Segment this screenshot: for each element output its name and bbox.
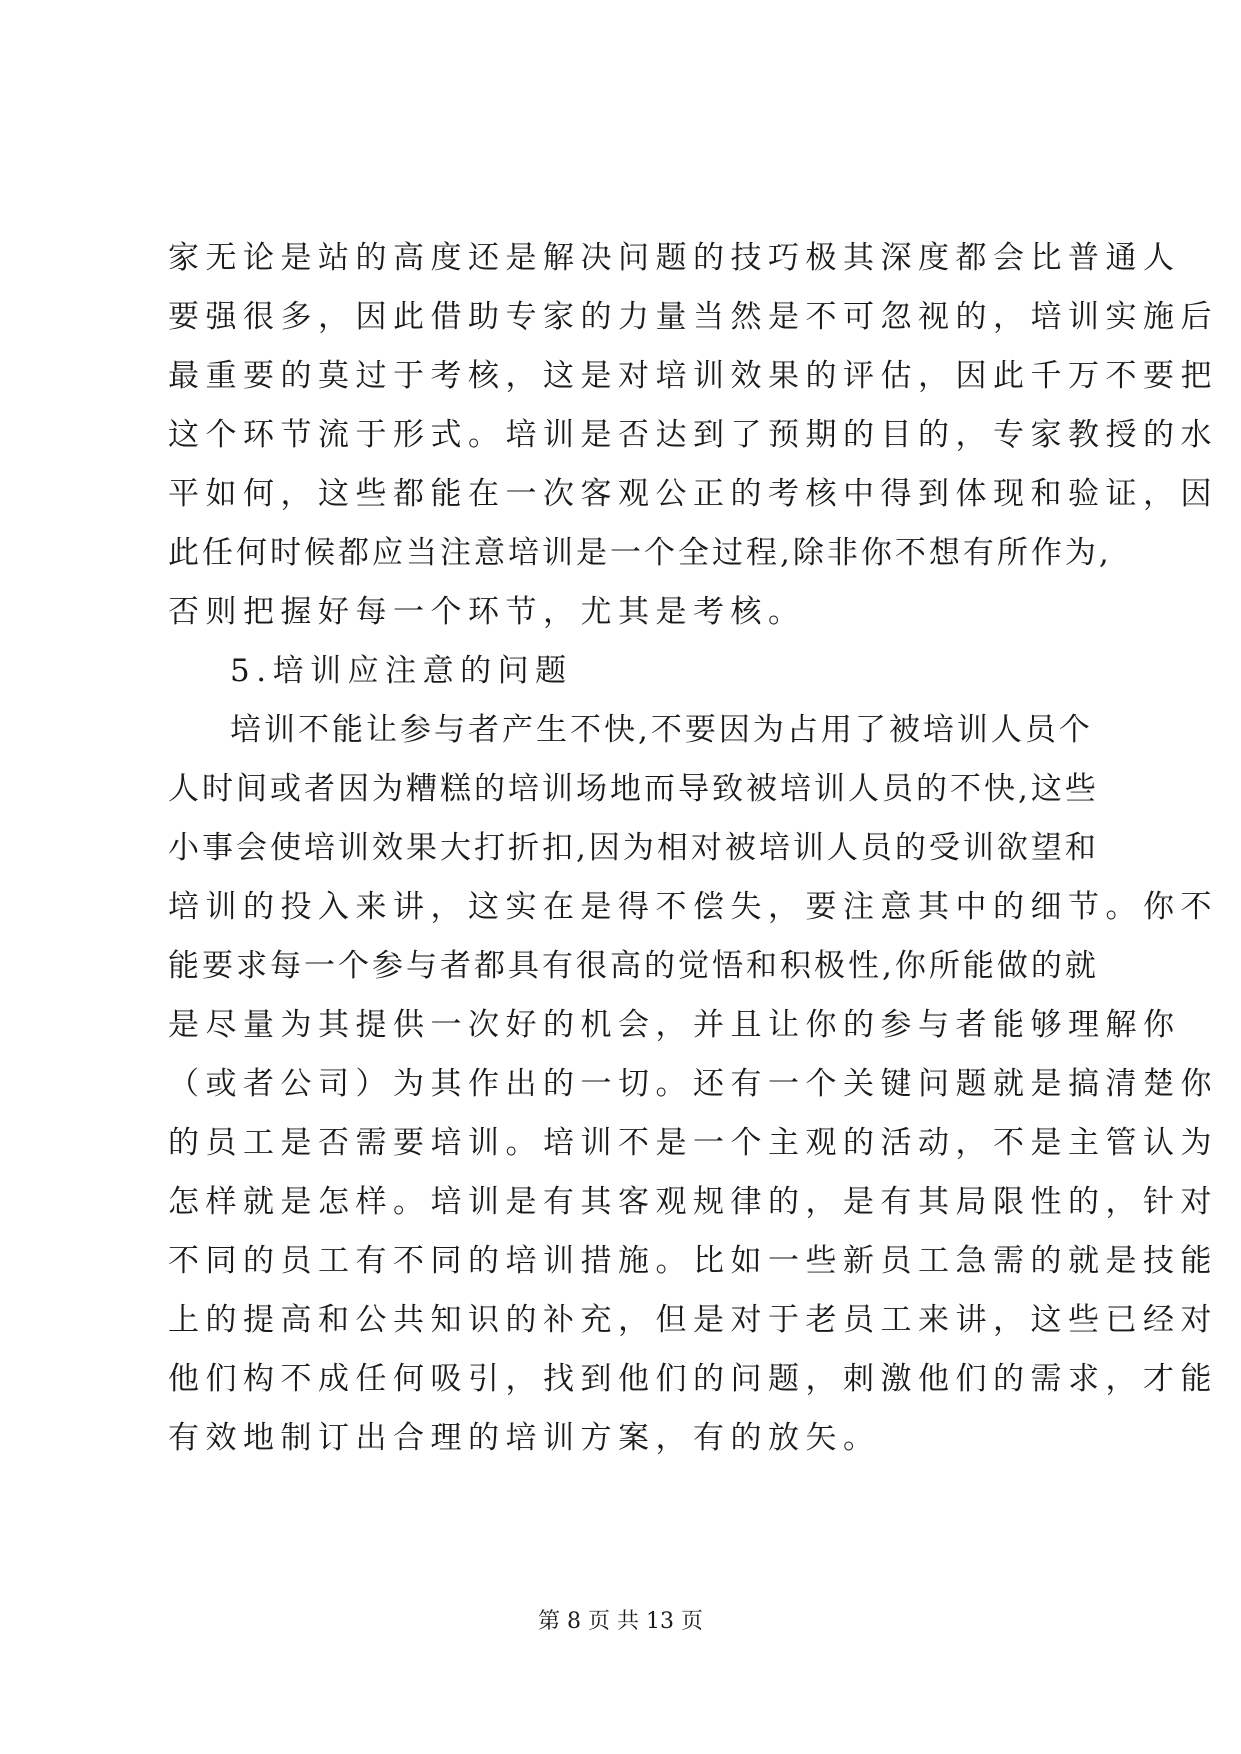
text-line: 要强很多，因此借助专家的力量当然是不可忽视的，培训实施后 [168, 299, 1218, 335]
text-line: 不同的员工有不同的培训措施。比如一些新员工急需的就是技能 [168, 1243, 1218, 1279]
section-heading: 5.培训应注意的问题 [230, 653, 573, 689]
text-line: 有效地制订出合理的培训方案，有的放矢。 [168, 1420, 881, 1456]
text-line: 培训的投入来讲，这实在是得不偿失，要注意其中的细节。你不 [168, 889, 1218, 925]
text-line: 平如何，这些都能在一次客观公正的考核中得到体现和验证，因 [168, 476, 1218, 512]
page-footer: 第 8 页 共 13 页 [538, 1609, 703, 1634]
text-line: 能要求每一个参与者都具有很高的觉悟和积极性,你所能做的就 [168, 948, 1099, 984]
text-line: 否则把握好每一个环节，尤其是考核。 [168, 594, 806, 630]
text-line: 人时间或者因为糟糕的培训场地而导致被培训人员的不快,这些 [168, 771, 1099, 807]
text-line: 他们构不成任何吸引，找到他们的问题，刺激他们的需求，才能 [168, 1361, 1218, 1397]
text-line: 最重要的莫过于考核，这是对培训效果的评估，因此千万不要把 [168, 358, 1218, 394]
text-line: 此任何时候都应当注意培训是一个全过程,除非你不想有所作为, [168, 535, 1112, 571]
text-line: 是尽量为其提供一次好的机会，并且让你的参与者能够理解你 [168, 1007, 1181, 1043]
text-line: 培训不能让参与者产生不快,不要因为占用了被培训人员个 [230, 712, 1093, 748]
text-line: 家无论是站的高度还是解决问题的技巧极其深度都会比普通人 [168, 240, 1181, 276]
text-line: 上的提高和公共知识的补充，但是对于老员工来讲，这些已经对 [168, 1302, 1218, 1338]
text-line: 这个环节流于形式。培训是否达到了预期的目的，专家教授的水 [168, 417, 1218, 453]
body-text [168, 229, 1218, 1468]
text-line: 怎样就是怎样。培训是有其客观规律的，是有其局限性的，针对 [168, 1184, 1218, 1220]
text-line: （或者公司）为其作出的一切。还有一个关键问题就是搞清楚你 [168, 1066, 1218, 1102]
text-line: 小事会使培训效果大打折扣,因为相对被培训人员的受训欲望和 [168, 830, 1099, 866]
text-line: 的员工是否需要培训。培训不是一个主观的活动，不是主管认为 [168, 1125, 1218, 1161]
